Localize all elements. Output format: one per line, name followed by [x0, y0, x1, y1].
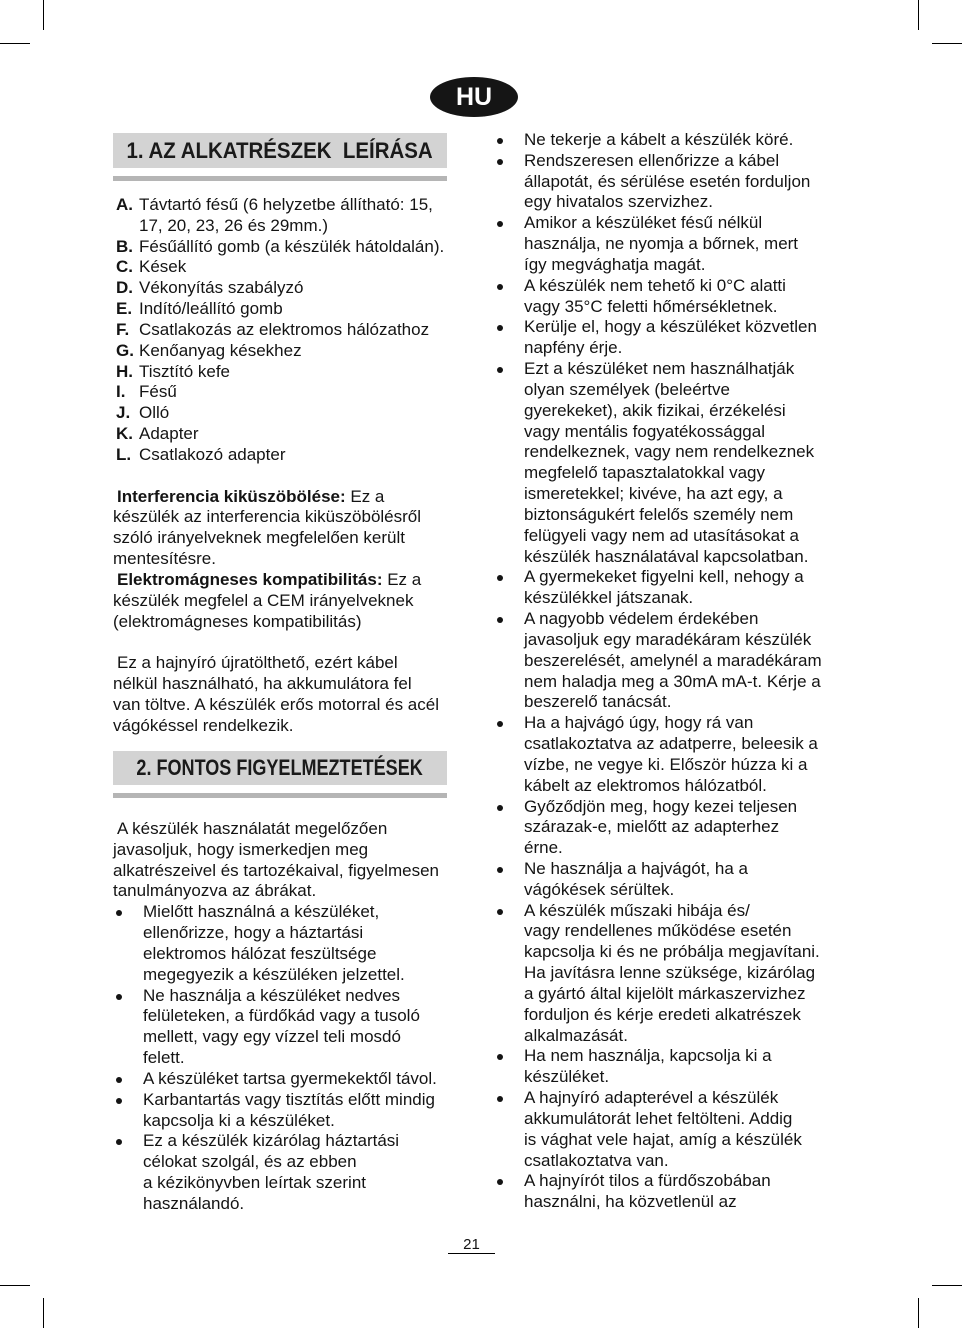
- part-text: Kenőanyag késekhez: [139, 340, 302, 360]
- crop-mark: [0, 1285, 30, 1286]
- warning-item: [494, 1046, 839, 1088]
- warning-item: [113, 1131, 458, 1214]
- warning-text: A készülék műszaki hibája és/ vagy rendellenes működése esetén kapcsolja ki és ne próbálja megjavítani. Ha javításra lenne szüksége, kizárólag a gyártó által kijelölt márkaszervizhez forduljon és kérje eredeti alkatrészek alkalmazását.: [524, 900, 820, 1045]
- warning-item: [494, 901, 839, 1047]
- warning-item: [494, 151, 839, 213]
- part-key: L.: [116, 444, 132, 464]
- warning-text: A hajnyírót tilos a fürdőszobában használni, ha közvetlenül az: [524, 1171, 771, 1212]
- warning-text: Ezt a készüléket nem használhatják olyan személyek (beleértve gyerekeket), akik fizikai, érzékelési vagy mentális fogyatékossággal rendelkeznek, vagy nem rendelkeznek megfelelő tapasztalatokkal vagy ismeretekkel; kivéve, ha azt egy, a biztonságukért felelős személy nem felügyeli vagy nem ad utasításokat a készülék használatával kapcsolatban.: [524, 359, 815, 566]
- part-text: Olló: [139, 403, 170, 423]
- bullet-icon: [497, 138, 503, 144]
- part-text: Csatlakozó adapter: [139, 444, 286, 464]
- part-key: B.: [116, 236, 133, 256]
- section-2-heading: [113, 751, 447, 785]
- crop-mark: [918, 0, 919, 30]
- bullet-icon: [497, 1096, 503, 1102]
- part-item: [113, 341, 458, 362]
- warning-item: [494, 276, 839, 318]
- warning-item: [494, 359, 839, 567]
- warnings-list-right: [494, 130, 839, 1213]
- section-1-heading: [113, 133, 447, 168]
- warning-text: A hajnyíró adapterével a készülék akkumulátorát lehet feltölteni. Addig is vághat vele hajat, amíg a készülék csatlakoztatva van.: [524, 1088, 802, 1170]
- warning-text: Ha a hajvágó úgy, hogy rá van csatlakoztatva az adatperre, beleesik a vízbe, ne vegye ki. Először húzza ki a kábelt az elektromos hálózatból.: [524, 713, 818, 795]
- bullet-icon: [116, 910, 122, 916]
- part-item: [113, 237, 458, 258]
- warning-text: Mielőtt használná a készüléket, ellenőrizze, hogy a háztartási elektromos hálózat feszültsége megegyezik a készüléken jelzettel.: [143, 902, 405, 984]
- product-description: Ez a hajnyíró újratölthető, ezért kábel nélkül használható, ha akkumulátora fel van töltve. A készülék erős motorral és acél vágókéssel rendelkezik.: [113, 653, 439, 735]
- part-text: Kések: [139, 257, 187, 277]
- warning-item: [494, 213, 839, 275]
- bullet-icon: [497, 867, 503, 873]
- part-text: Távtartó fésű (6 helyzetbe állítható: 15, 17, 20, 23, 26 és 29mm.): [139, 195, 433, 235]
- part-key: I.: [116, 382, 126, 402]
- part-item: [113, 362, 458, 383]
- warning-item: [113, 1069, 458, 1090]
- bullet-icon: [497, 1179, 503, 1185]
- warning-text: Kerülje el, hogy a készüléket közvetlen napfény érje.: [524, 317, 817, 358]
- bullet-icon: [497, 909, 503, 915]
- warning-text: Ha nem használja, kapcsolja ki a készüléket.: [524, 1046, 772, 1087]
- part-item: [113, 257, 458, 278]
- part-key: J.: [116, 403, 131, 423]
- bullet-icon: [116, 1139, 122, 1145]
- part-key: G.: [116, 340, 134, 360]
- section-2-underline-bar: [113, 793, 447, 798]
- part-text: Indító/leállító gomb: [139, 299, 283, 319]
- part-item: [113, 445, 458, 466]
- left-column-bottom: [113, 819, 458, 1215]
- crop-mark: [918, 1298, 919, 1328]
- warning-item: [494, 317, 839, 359]
- bullet-icon: [497, 1054, 503, 1060]
- bullet-icon: [497, 805, 503, 811]
- page-number: 21: [448, 1236, 495, 1254]
- part-text: Fésűállító gomb (a készülék hátoldalán).: [139, 236, 445, 256]
- bullet-icon: [497, 617, 503, 623]
- warnings-list-left: [113, 902, 458, 1214]
- bullet-icon: [497, 159, 503, 165]
- part-item: [113, 424, 458, 445]
- bullet-icon: [497, 221, 503, 227]
- warning-text: Győződjön meg, hogy kezei teljesen szárazak-e, mielőtt az adapterhez érne.: [524, 796, 798, 858]
- warning-item: [494, 797, 839, 859]
- left-column-top: [113, 195, 458, 737]
- bullet-icon: [116, 1077, 122, 1083]
- part-text: Vékonyítás szabályzó: [139, 278, 304, 298]
- warning-item: [494, 130, 839, 151]
- part-key: C.: [116, 257, 133, 277]
- crop-mark: [932, 1285, 962, 1286]
- crop-mark: [43, 0, 44, 30]
- warning-item: [113, 986, 458, 1069]
- part-item: [113, 299, 458, 320]
- crop-mark: [932, 43, 962, 44]
- part-text: Csatlakozás az elektromos hálózathoz: [139, 319, 430, 339]
- warning-text: A készüléket tartsa gyermekektől távol.: [143, 1068, 437, 1088]
- crop-mark: [0, 43, 30, 44]
- warning-text: A nagyobb védelem érdekében javasoljuk egy maradékáram készülék beszerelését, amelynél a maradékáram nem haladja meg a 30mA mA-t. Kérje a beszerelő tanácsát.: [524, 609, 822, 712]
- warning-text: Ne használja a hajvágót, ha a vágókések sérültek.: [524, 858, 748, 899]
- warning-item: [494, 1088, 839, 1171]
- warning-item: [494, 1171, 839, 1213]
- part-item: [113, 195, 458, 237]
- note-text: Ez a készülék az interferencia kiküszöbölésről szóló irányelveknek megfelelően került mentesítésre.: [113, 486, 422, 569]
- parts-list: [113, 195, 458, 466]
- part-item: [113, 278, 458, 299]
- part-text: Adapter: [139, 424, 199, 444]
- warning-text: A gyermekeket figyelni kell, nehogy a készülékkel játszanak.: [524, 567, 804, 608]
- crop-mark: [43, 1298, 44, 1328]
- bullet-icon: [497, 325, 503, 331]
- part-item: [113, 403, 458, 424]
- warning-text: Karbantartás vagy tisztítás előtt mindig kapcsolja ki a készüléket.: [143, 1089, 435, 1130]
- warning-text: Ne használja a készüléket nedves felületeken, a fürdőkád vagy a tusoló mellett, vagy egy vízzel teli mosdó felett.: [143, 985, 420, 1068]
- warning-text: Amikor a készüléket fésű nélkül használja, ne nyomja a bőrnek, mert így megvághatja magát.: [524, 213, 799, 274]
- bullet-icon: [116, 1098, 122, 1104]
- warning-item: [494, 609, 839, 713]
- warning-text: Rendszeresen ellenőrizze a kábel állapotát, és sérülése esetén forduljon egy hivatalos szervizhez.: [524, 150, 811, 212]
- part-key: A.: [116, 195, 133, 214]
- section-1-underline-bar: [113, 176, 447, 181]
- warning-item: [113, 902, 458, 985]
- note-emc: [113, 570, 458, 632]
- part-item: [113, 382, 458, 403]
- warning-item: [494, 713, 839, 796]
- part-key: K.: [116, 424, 133, 444]
- warning-text: Ne tekerje a kábelt a készülék köré.: [524, 130, 794, 149]
- note-text: Ez a készülék megfelel a CEM irányelveknek (elektromágneses kompatibilitás): [113, 569, 422, 631]
- bullet-icon: [497, 721, 503, 727]
- part-key: H.: [116, 361, 133, 381]
- part-key: F.: [116, 319, 130, 339]
- language-badge: HU: [430, 77, 518, 117]
- bullet-icon: [497, 284, 503, 290]
- part-item: [113, 320, 458, 341]
- section-1-title: 1. AZ ALKATRÉSZEK LEÍRÁSA: [126, 137, 434, 163]
- bullet-icon: [116, 994, 122, 1000]
- part-key: E.: [116, 299, 133, 319]
- right-column: [494, 130, 839, 1213]
- note-interference: [113, 487, 458, 570]
- section-2-title: 2. FONTOS FIGYELMEZTETÉSEK: [136, 755, 424, 780]
- part-key: D.: [116, 278, 133, 298]
- note-label: Elektromágneses kompatibilitás:: [117, 569, 383, 589]
- part-text: Tisztító kefe: [139, 361, 231, 381]
- warning-item: [113, 1090, 458, 1132]
- part-text: Fésű: [139, 382, 177, 402]
- warning-item: [494, 567, 839, 609]
- bullet-icon: [497, 575, 503, 581]
- warnings-intro: A készülék használatát megelőzően javasoljuk, hogy ismerkedjen meg alkatrészeivel és tartozékaival, figyelmesen tanulmányozva az ábrákat.: [113, 819, 439, 901]
- bullet-icon: [497, 367, 503, 373]
- warning-text: A készülék nem tehető ki 0°C alatti vagy 35°C feletti hőmérsékletnek.: [524, 275, 786, 316]
- warning-item: [494, 859, 839, 901]
- note-label: Interferencia kiküszöbölése:: [117, 486, 346, 506]
- warning-text: Ez a készülék kizárólag háztartási célokat szolgál, és az ebben a kézikönyvben leírtak szerint használandó.: [143, 1131, 400, 1213]
- notes: [113, 487, 458, 633]
